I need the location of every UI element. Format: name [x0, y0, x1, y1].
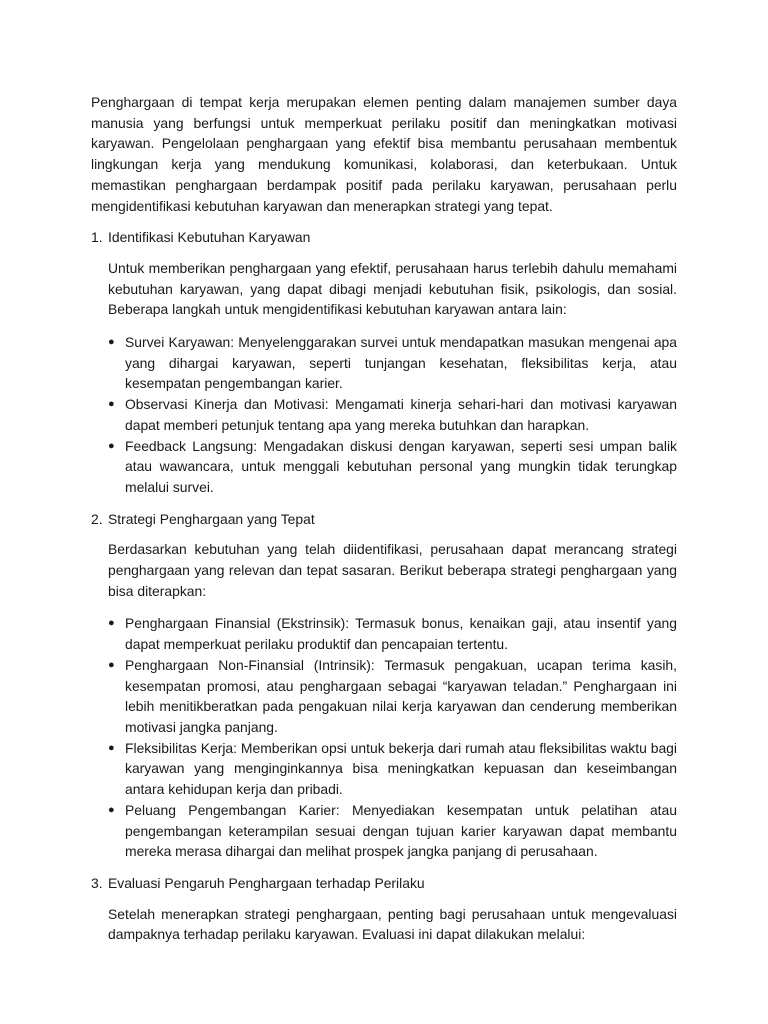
list-item	[108, 436, 677, 498]
bullet-icon: ●	[108, 439, 115, 452]
section-item	[91, 509, 677, 862]
bullet-text: Fleksibilitas Kerja: Memberikan opsi untuk bekerja dari rumah atau fleksibilitas waktu bagi karyawan yang menginginkannya bisa meningkatkan kepuasan dan keseimbangan antara kehidupan kerja dan pribadi.	[125, 739, 677, 798]
bullet-icon: ●	[108, 658, 115, 671]
bullet-text: Penghargaan Finansial (Ekstrinsik): Termasuk bonus, kenaikan gaji, atau insentif yang dapat memperkuat perilaku produktif dan pencapaian tertentu.	[125, 615, 677, 653]
section-heading	[91, 509, 677, 530]
section-number: 3.	[91, 874, 103, 891]
list-item	[108, 613, 677, 654]
section-heading	[91, 227, 677, 248]
bullet-text: Survei Karyawan: Menyelenggarakan survei untuk mendapatkan masukan mengenai apa yang dihargai karyawan, seperti tunjangan kesehatan, fleksibilitas kerja, atau kesempatan pengembangan karier.	[125, 334, 677, 392]
bullet-text: Feedback Langsung: Mengadakan diskusi dengan karyawan, seperti sesi umpan balik atau wawancara, untuk menggali kebutuhan personal yang mungkin tidak terungkap melalui survei.	[125, 437, 677, 495]
bullet-icon: ●	[108, 741, 115, 754]
list-item	[108, 332, 677, 394]
section-title: Strategi Penghargaan yang Tepat	[108, 510, 315, 527]
bullet-text: Observasi Kinerja dan Motivasi: Mengamati kinerja sehari-hari dan motivasi karyawan dapat memberi petunjuk tentang apa yang mereka butuhkan dan harapkan.	[125, 396, 677, 433]
section-item	[91, 873, 677, 945]
section-intro: Berdasarkan kebutuhan yang telah diidentifikasi, perusahaan dapat merancang strategi penghargaan yang relevan dan tepat sasaran. Berikut beberapa strategi penghargaan yang bisa diterapkan:	[108, 541, 677, 599]
section-title: Identifikasi Kebutuhan Karyawan	[108, 229, 311, 246]
bullet-icon: ●	[108, 336, 115, 349]
section-number: 1.	[91, 229, 103, 246]
intro-paragraph: Penghargaan di tempat kerja merupakan elemen penting dalam manajemen sumber daya manusia yang berfungsi untuk memperkuat perilaku positif dan meningkatkan motivasi karyawan. Pengelolaan penghargaan yang efektif bisa membantu perusahaan membentuk lingkungan kerja yang mendukung komunikasi, kolaborasi, dan keterbukaan. Untuk memastikan penghargaan berdampak positif pada perilaku karyawan, perusahaan perlu mengidentifikasi kebutuhan karyawan dan menerapkan strategi yang tepat.	[91, 94, 677, 214]
list-item	[108, 394, 677, 435]
bullet-text: Penghargaan Non-Finansial (Intrinsik): Termasuk pengakuan, ucapan terima kasih, kesempatan promosi, atau penghargaan sebagai “karyawan teladan.” Penghargaan ini lebih menitikberatkan pada pengakuan nilai kerja karyawan dan cenderung memberikan motivasi jangka panjang.	[125, 656, 677, 735]
bullet-list	[108, 613, 677, 861]
section-body	[91, 258, 677, 498]
list-item	[108, 738, 677, 800]
section-intro: Setelah menerapkan strategi penghargaan, penting bagi perusahaan untuk mengevaluasi dampaknya terhadap perilaku karyawan. Evaluasi ini dapat dilakukan melalui:	[108, 905, 677, 943]
bullet-list	[108, 332, 677, 498]
bullet-icon: ●	[108, 398, 115, 411]
section-list	[91, 227, 677, 945]
section-body	[91, 539, 677, 862]
bullet-text: Peluang Pengembangan Karier: Menyediakan kesempatan untuk pelatihan atau pengembangan keterampilan sesuai dengan tujuan karier karyawan dapat membantu mereka merasa dihargai dan melihat prospek jangka panjang di perusahaan.	[125, 801, 677, 860]
bullet-icon: ●	[108, 803, 115, 816]
section-body	[91, 904, 677, 945]
section-heading	[91, 873, 677, 894]
section-title: Evaluasi Pengaruh Penghargaan terhadap Perilaku	[108, 874, 425, 891]
section-intro: Untuk memberikan penghargaan yang efektif, perusahaan harus terlebih dahulu memahami kebutuhan karyawan, yang dapat dibagi menjadi kebutuhan fisik, psikologis, dan sosial. Beberapa langkah untuk mengidentifikasi kebutuhan karyawan antara lain:	[108, 259, 677, 318]
section-number: 2.	[91, 510, 103, 527]
list-item	[108, 655, 677, 738]
section-item	[91, 227, 677, 497]
bullet-icon: ●	[108, 617, 115, 630]
list-item	[108, 800, 677, 862]
